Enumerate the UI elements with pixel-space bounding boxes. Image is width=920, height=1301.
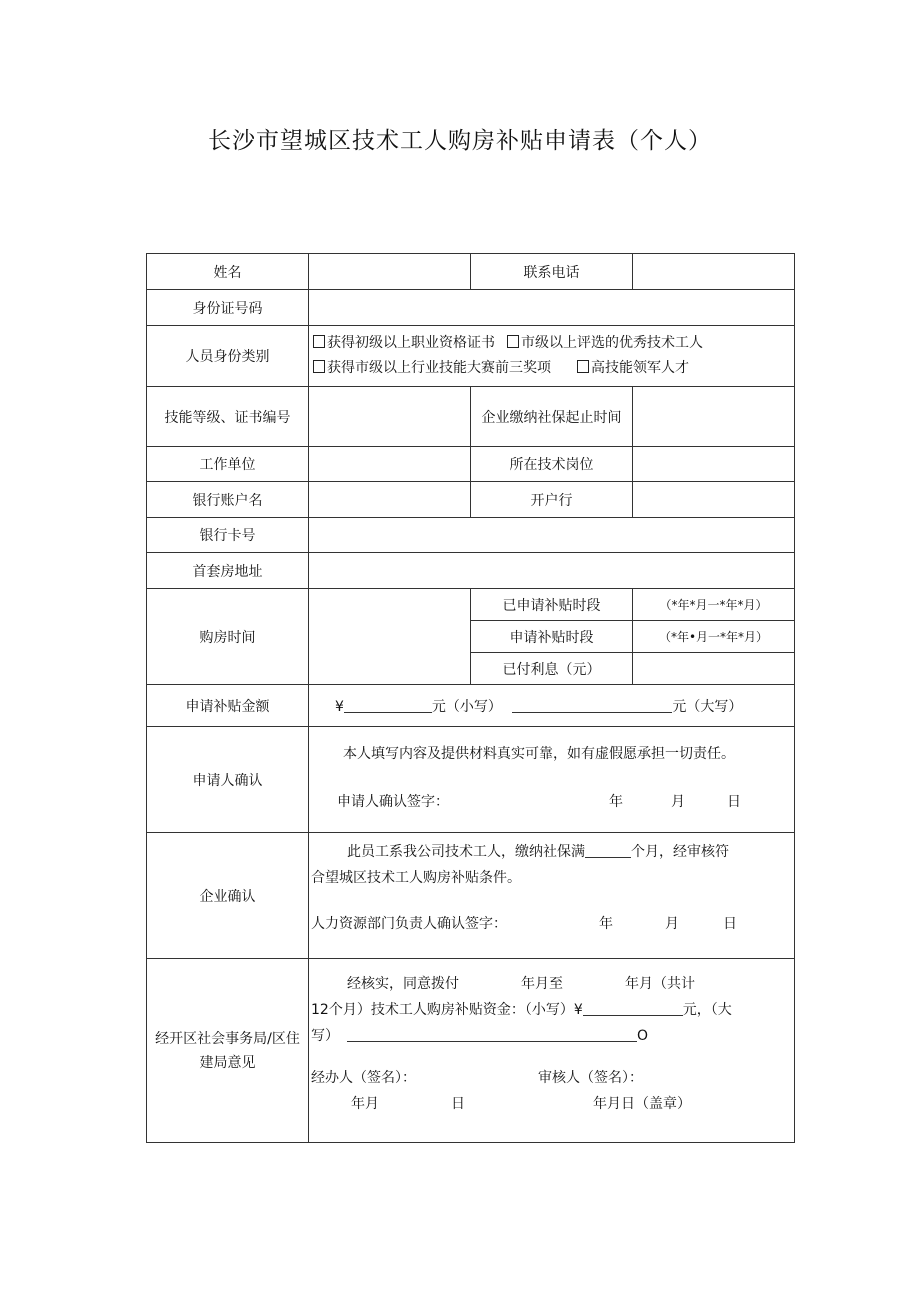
skill-field[interactable] [309,387,471,447]
card-label: 银行卡号 [147,518,309,553]
checkbox-icon [577,360,589,373]
bank-label: 开户行 [471,482,633,518]
skill-label: 技能等级、证书编号 [147,387,309,447]
amount-big-label: 元（大写） [672,698,743,715]
apply-period-value[interactable]: （*年•月一*年*月） [633,621,795,653]
company-label: 企业确认 [147,833,309,959]
apply-period-label: 申请补贴时段 [471,621,633,653]
post-label: 所在技术岗位 [471,447,633,482]
category-options [309,326,795,387]
account-name-field[interactable] [309,482,471,518]
company-text-1: 此员工系我公司技术工人，缴纳社保满 个月，经审核符 [347,844,729,860]
category-checkbox-2[interactable]: 市级以上评选的优秀技术工人 [507,335,703,351]
applied-period-label: 已申请补贴时段 [471,589,633,621]
checkbox-icon [313,335,325,348]
employer-label: 工作单位 [147,447,309,482]
category-label: 人员身份类别 [147,326,309,387]
company-confirmation [309,833,795,959]
employer-field[interactable] [309,447,471,482]
checkbox-icon [507,335,519,348]
social-field[interactable] [633,387,795,447]
interest-field[interactable] [633,653,795,685]
post-field[interactable] [633,447,795,482]
card-field[interactable] [309,518,795,553]
category-checkbox-1[interactable]: 获得初级以上职业资格证书 [313,335,495,351]
gov-text-3: 写） O [311,1028,649,1044]
social-label: 企业缴纳社保起止时间 [471,387,633,447]
company-sign-line[interactable]: 人力资源部门负责人确认签字： 年 月 日 [311,916,737,932]
confirm-sign-line[interactable]: 申请人确认签字： 年 月 日 [337,794,741,810]
gov-opinion [309,959,795,1143]
address-label: 首套房地址 [147,553,309,589]
company-text-2: 合望城区技术工人购房补贴条件。 [311,870,521,886]
gov-date-line[interactable]: 年月 日 年月日（盖章） [351,1096,691,1112]
name-field[interactable] [309,254,471,290]
bank-field[interactable] [633,482,795,518]
id-field[interactable] [309,290,795,326]
applicant-confirmation [309,727,795,833]
id-label: 身份证号码 [147,290,309,326]
amount-field[interactable] [309,685,795,727]
category-checkbox-3[interactable]: 获得市级以上行业技能大赛前三奖项 [313,360,551,376]
gov-text-2: 12个月）技术工人购房补贴资金：（小写）¥ 元，（大 [311,1002,732,1018]
gov-text-1: 经核实，同意拨付 年月至 年月（共计 [347,976,695,992]
page-title: 长沙市望城区技术工人购房补贴申请表（个人） [208,128,712,154]
name-label: 姓名 [147,254,309,290]
category-checkbox-4[interactable]: 高技能领军人才 [577,360,689,376]
application-form [146,253,795,1143]
account-name-label: 银行账户名 [147,482,309,518]
interest-label: 已付利息（元） [471,653,633,685]
confirm-text: 本人填写内容及提供材料真实可靠，如有虚假愿承担一切责任。 [343,746,735,762]
purchase-label: 购房时间 [147,589,309,685]
applied-period-value[interactable]: （*年*月一*年*月） [633,589,795,621]
amount-small-label: 元（小写） [431,698,502,715]
gov-sign-line[interactable]: 经办人（签名）： 审核人（签名）： [311,1070,643,1086]
purchase-field[interactable] [309,589,471,685]
gov-label: 经开区社会事务局/区住建局意见 [147,959,309,1143]
checkbox-icon [313,360,325,373]
phone-field[interactable] [633,254,795,290]
address-field[interactable] [309,553,795,589]
phone-label: 联系电话 [471,254,633,290]
yen-sign: ¥ [335,698,344,715]
confirm-label: 申请人确认 [147,727,309,833]
amount-label: 申请补贴金额 [147,685,309,727]
